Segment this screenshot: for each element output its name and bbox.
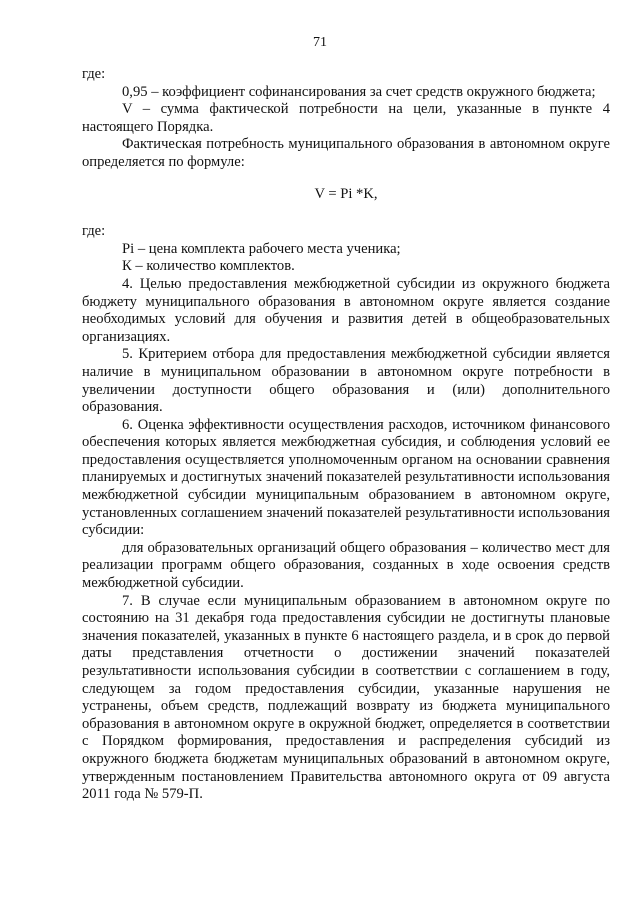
paragraph-where-2: где: xyxy=(82,223,106,240)
page-number: 71 xyxy=(313,35,327,50)
paragraph-actual-need: Фактическая потребность муниципального образования в автономном округе определяется по формуле: xyxy=(82,136,610,170)
paragraph-k-definition: К – количество комплектов. xyxy=(122,258,295,275)
paragraph-item-6-detail: для образовательных организаций общего образования – количество мест для реализации программ общего образования, созданных в ходе освоения средств межбюджетной субсидии. xyxy=(82,539,610,592)
paragraph-v-definition: V – сумма фактической потребности на цели, указанные в пункте 4 настоящего Порядка. xyxy=(82,101,610,135)
paragraph-where-1: где: xyxy=(82,66,106,82)
paragraph-coefficient: 0,95 – коэффициент софинансирования за счет средств окружного бюджета; xyxy=(122,83,596,100)
document-body xyxy=(82,66,610,804)
paragraph-item-5: 5. Критерием отбора для предоставления межбюджетной субсидии является наличие в муниципальном образовании в автономном округе потребности в увеличении доступности общего образования и (или) дополнительного образования. xyxy=(82,346,610,416)
formula: V = Pi *K, xyxy=(314,185,378,202)
paragraph-item-4: 4. Целью предоставления межбюджетной субсидии из окружного бюджета бюджету муниципального образования в автономном округе является создание необходимых условий для обучения и развития детей в общеобразовательных организациях. xyxy=(82,275,610,345)
paragraph-item-7: 7. В случае если муниципальным образованием в автономном округе по состоянию на 31 декабря года предоставления субсидии не достигнуты плановые значения показателей, указанных в пункте 6 настоящего раздела, и в срок до первой даты представления отчетности о достижении значений показателей результативности использования субсидии в соответствии с соглашением в году, следующем за годом предоставления субсидии, указанные нарушения не устранены, объем средств, подлежащий возврату из бюджета муниципального образования в автономном округе в окружной бюджет, определяется в соответствии с Порядком формирования, предоставления и распределения субсидий из окружного бюджета бюджетам муниципальных образований в автономном округе, утвержденным постановлением Правительства автономного округа от 09 августа 2011 года № 579-П. xyxy=(82,592,610,803)
paragraph-pi-definition: Pi – цена комплекта рабочего места ученика; xyxy=(122,240,401,257)
paragraph-item-6: 6. Оценка эффективности осуществления расходов, источником финансового обеспечения которых является межбюджетная субсидия, и соблюдения условий ее предоставления осуществляется уполномоченным органом на основании сравнения планируемых и достигнутых значений показателей результативности использования межбюджетной субсидии муниципальным образованием в автономном округе, установленных соглашением значений показателей результативности использования субсидии: xyxy=(82,416,610,539)
